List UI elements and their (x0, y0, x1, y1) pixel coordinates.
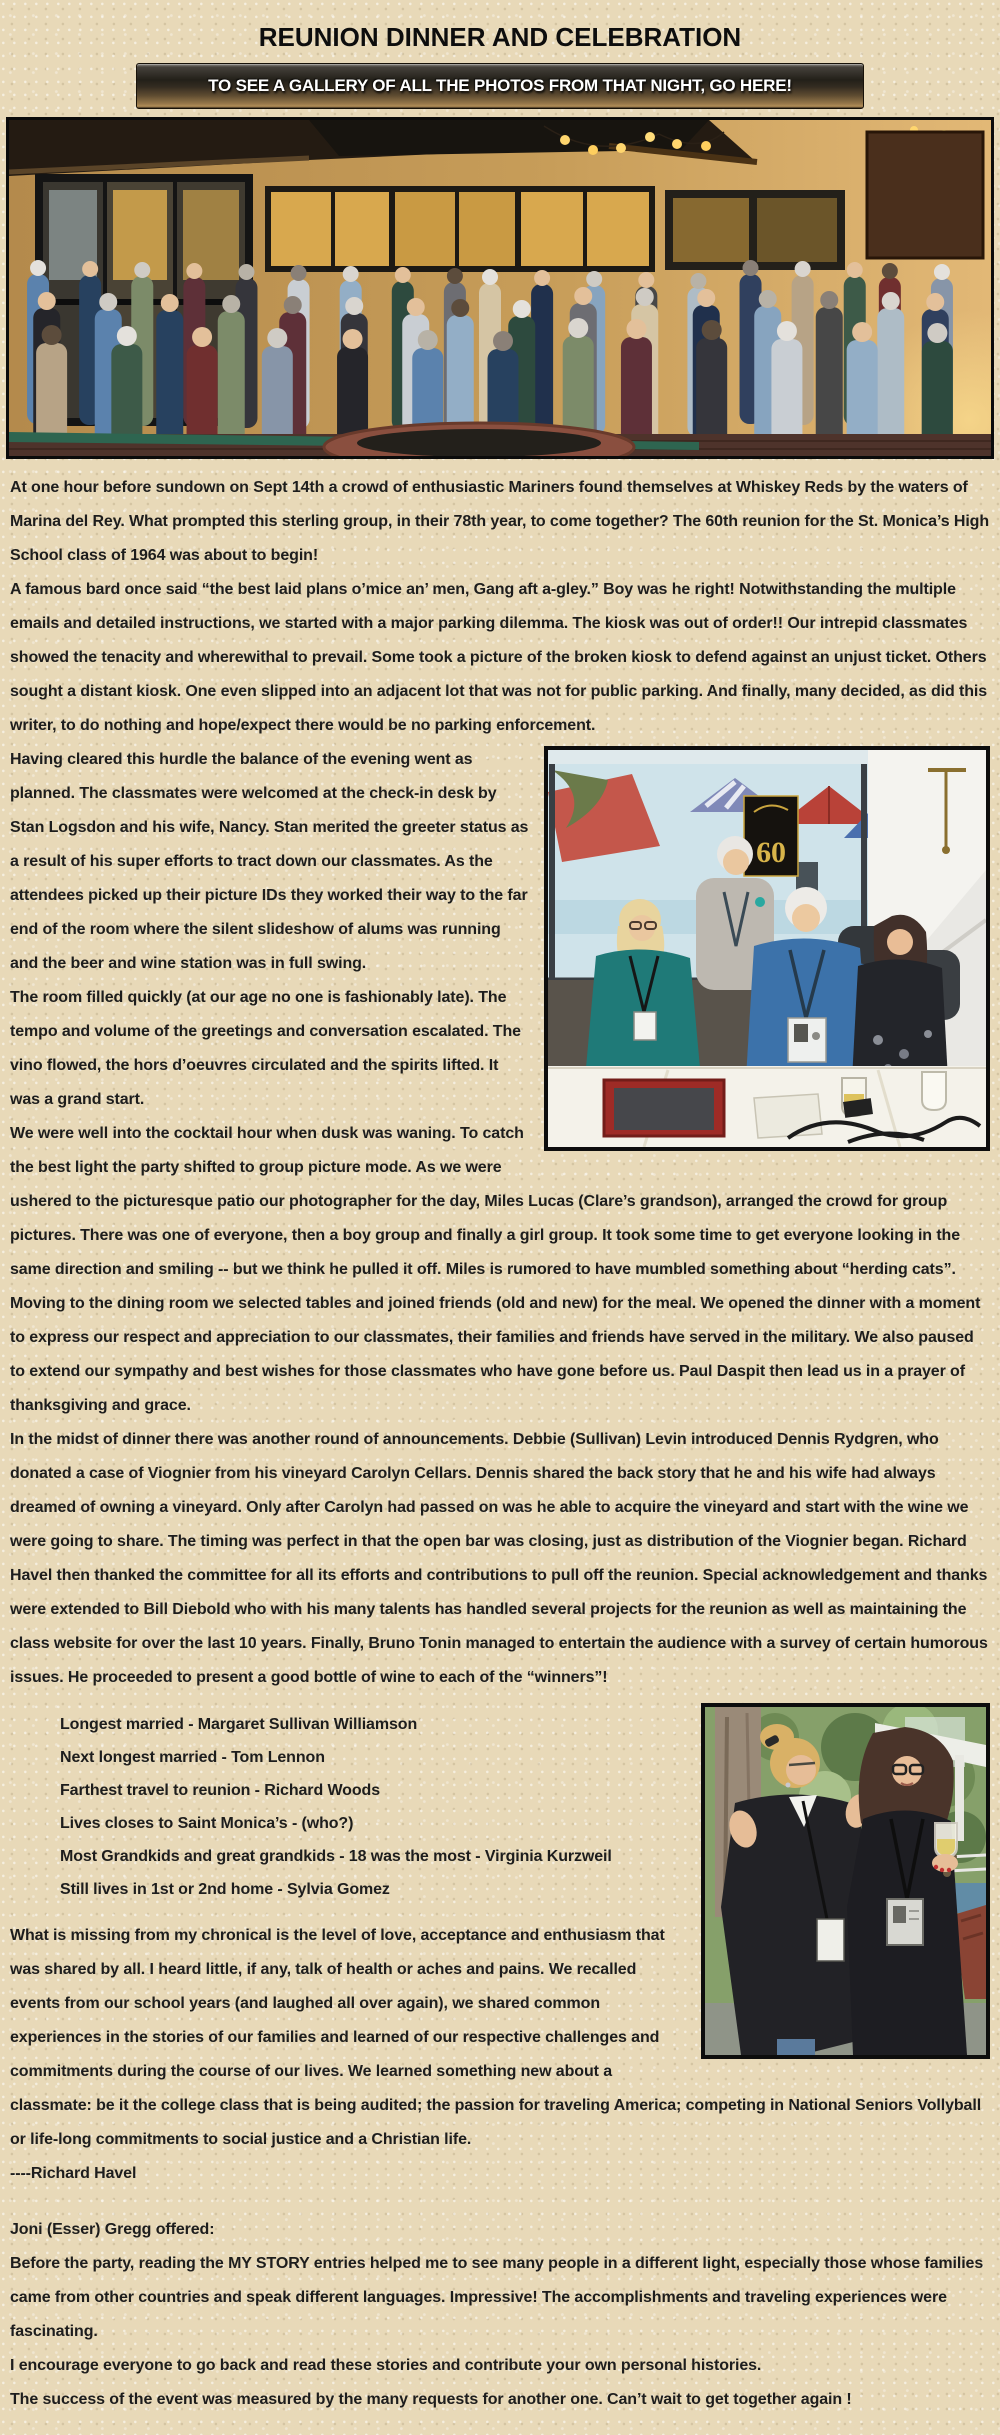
paragraph-dinner: Moving to the dining room we selected tables and joined friends (old and new) for the meal. We opened the dinner with a moment to express our respect and appreciation to our classmates, their families and friends have served in the military. We also paused to extend our sympathy and best wishes for those classmates who have gone before us. Paul Daspit then lead us in a prayer of thanksgiving and grace. (10, 1295, 981, 1414)
page-title: REUNION DINNER AND CELEBRATION (258, 22, 742, 52)
paragraph-joni-quote: Before the party, reading the MY STORY entries helped me to see many people in a different light, especially those whose families came from other countries and speak different languages. Impressive! The accomplishments and traveling experiences were fascinating. (10, 2255, 984, 2340)
article-body (0, 459, 1000, 2417)
winner-item: Farthest travel to reunion - Richard Woods (60, 1782, 380, 1799)
table-photo-scene (548, 750, 986, 1147)
winner-item: Most Grandkids and great grandkids - 18 was the most - Virginia Kurzweil (60, 1848, 612, 1865)
paragraph-parking: A famous bard once said “the best laid plans o’mice an’ men, Gang aft a-gley.” Boy was he right! Notwithstanding the multiple emails and detailed instructions, we started with a major parking dilemma. The kiosk was out of order!! Our intrepid classmates showed the tenacity and wherewithal to prevail. Some took a picture of the broken kiosk to defend against an unjust ticket. Others sought a distant kiosk. One even slipped into an adjacent lot that was not for public parking. And finally, many decided, as did this writer, to do nothing and hope/expect there would be no parking enforcement. (10, 581, 988, 734)
two-women-photo (701, 1703, 990, 2059)
table-photo (544, 746, 990, 1151)
lit-windows (265, 186, 845, 272)
paragraph-cocktails: The room filled quickly (at our age no one is fashionably late). The tempo and volume of the greetings and conversation escalated. The vino flowed, the hors d’oeuvres circulated and the spirits lifted. It was a grand start. (10, 989, 521, 1108)
group-photo-scene (9, 120, 991, 456)
joni-heading: Joni (Esser) Gregg offered: (10, 2221, 215, 2238)
gallery-link-label: TO SEE A GALLERY OF ALL THE PHOTOS FROM THAT NIGHT, GO HERE! (208, 76, 792, 95)
jeans (777, 2039, 815, 2055)
paragraph-success: The success of the event was measured by the many requests for another one. Can’t wait to get together again ! (10, 2391, 852, 2408)
sixty-sign (744, 796, 798, 876)
winner-item: Lives closes to Saint Monica’s - (who?) (60, 1815, 354, 1832)
paragraph-announcements: In the midst of dinner there was another round of announcements. Debbie (Sullivan) Levin introduced Dennis Rydgren, who donated a case of Viognier from his vineyard Carolyn Cellars. Dennis shared the back story that he and his wife had always dreamed of owning a vineyard. Only after Carolyn had passed on was he able to acquire the vineyard and start with the wine we were going to share. The timing was perfect in that the open bar was closing, just as distribution of the Viognier began. Richard Havel then thanked the committee for all its efforts and contributions to pull off the reunion. Special acknowledgement and thanks were extended to Bill Diebold who with his many talents has handled several projects for the reunion as well as maintaining the class website for over the last 10 years. Finally, Bruno Tonin managed to entertain the audience with a survey of certain humorous issues. He proceeded to present a good bottle of wine to each of the “winners”! (10, 1431, 988, 1686)
brunette-woman (847, 1727, 967, 2055)
winner-item: Still lives in 1st or 2nd home - Sylvia Gomez (60, 1881, 390, 1898)
paragraph-arrival: At one hour before sundown on Sept 14th a crowd of enthusiastic Mariners found themselves at Whiskey Reds by the waters of Marina del Rey. What prompted this sterling group, in their 78th year, to come together? The 60th reunion for the St. Monica’s High School class of 1964 was about to begin! (10, 479, 990, 564)
gallery-link-button[interactable] (136, 63, 864, 109)
wine-glass (935, 1823, 957, 1857)
svg-text:60: 60 (756, 836, 786, 869)
plastic-bag (754, 1094, 822, 1138)
winner-item: Longest married - Margaret Sullivan Williamson (60, 1716, 418, 1733)
author-signature: ----Richard Havel (10, 2165, 137, 2182)
dinner-table (548, 1066, 986, 1147)
group-photo (6, 117, 994, 459)
paragraph-photos: We were well into the cocktail hour when dusk was waning. To catch the best light the party shifted to group picture mode. As we were ushered to the picturesque patio our photographer for the day, Miles Lucas (Clare’s grandson), arranged the crowd for group pictures. There was one of everyone, then a boy group and finally a girl group. It took some time to get everyone looking in the same direction and smiling -- but we think he pulled it off. Miles is rumored to have mumbled something about “herding cats”. (10, 1125, 961, 1278)
joni-section (10, 2213, 990, 2417)
paragraph-encourage: I encourage everyone to go back and read these stories and contribute your own personal histories. (10, 2357, 762, 2374)
empty-glass (922, 1072, 946, 1110)
winner-item: Next longest married - Tom Lennon (60, 1749, 325, 1766)
wall-screen (867, 132, 983, 258)
paragraph-checkin: Having cleared this hurdle the balance of the evening went as planned. The classmates were welcomed at the check-in desk by Stan Logsdon and his wife, Nancy. Stan merited the greeter status as a result of his super efforts to tract down our classmates. As the attendees picked up their picture IDs they worked their way to the far end of the room where the silent slideshow of alums was running and the beer and wine station was in full swing. (10, 751, 529, 972)
women-photo-scene (705, 1707, 986, 2055)
paragraph-reflection: What is missing from my chronical is the level of love, acceptance and enthusiasm that was shared by all. I heard little, if any, talk of health or aches and pains. We recalled events from our school years (and laughed all over again), we shared common experiences in the stories of our families and learned of our respective challenges and commitments during the course of our lives. We learned something new about a classmate: be it the college class that is being audited; the passion for traveling America; competing in National Seniors Vollyball or life-long commitments to social justice and a Christian life. (10, 1927, 982, 2148)
